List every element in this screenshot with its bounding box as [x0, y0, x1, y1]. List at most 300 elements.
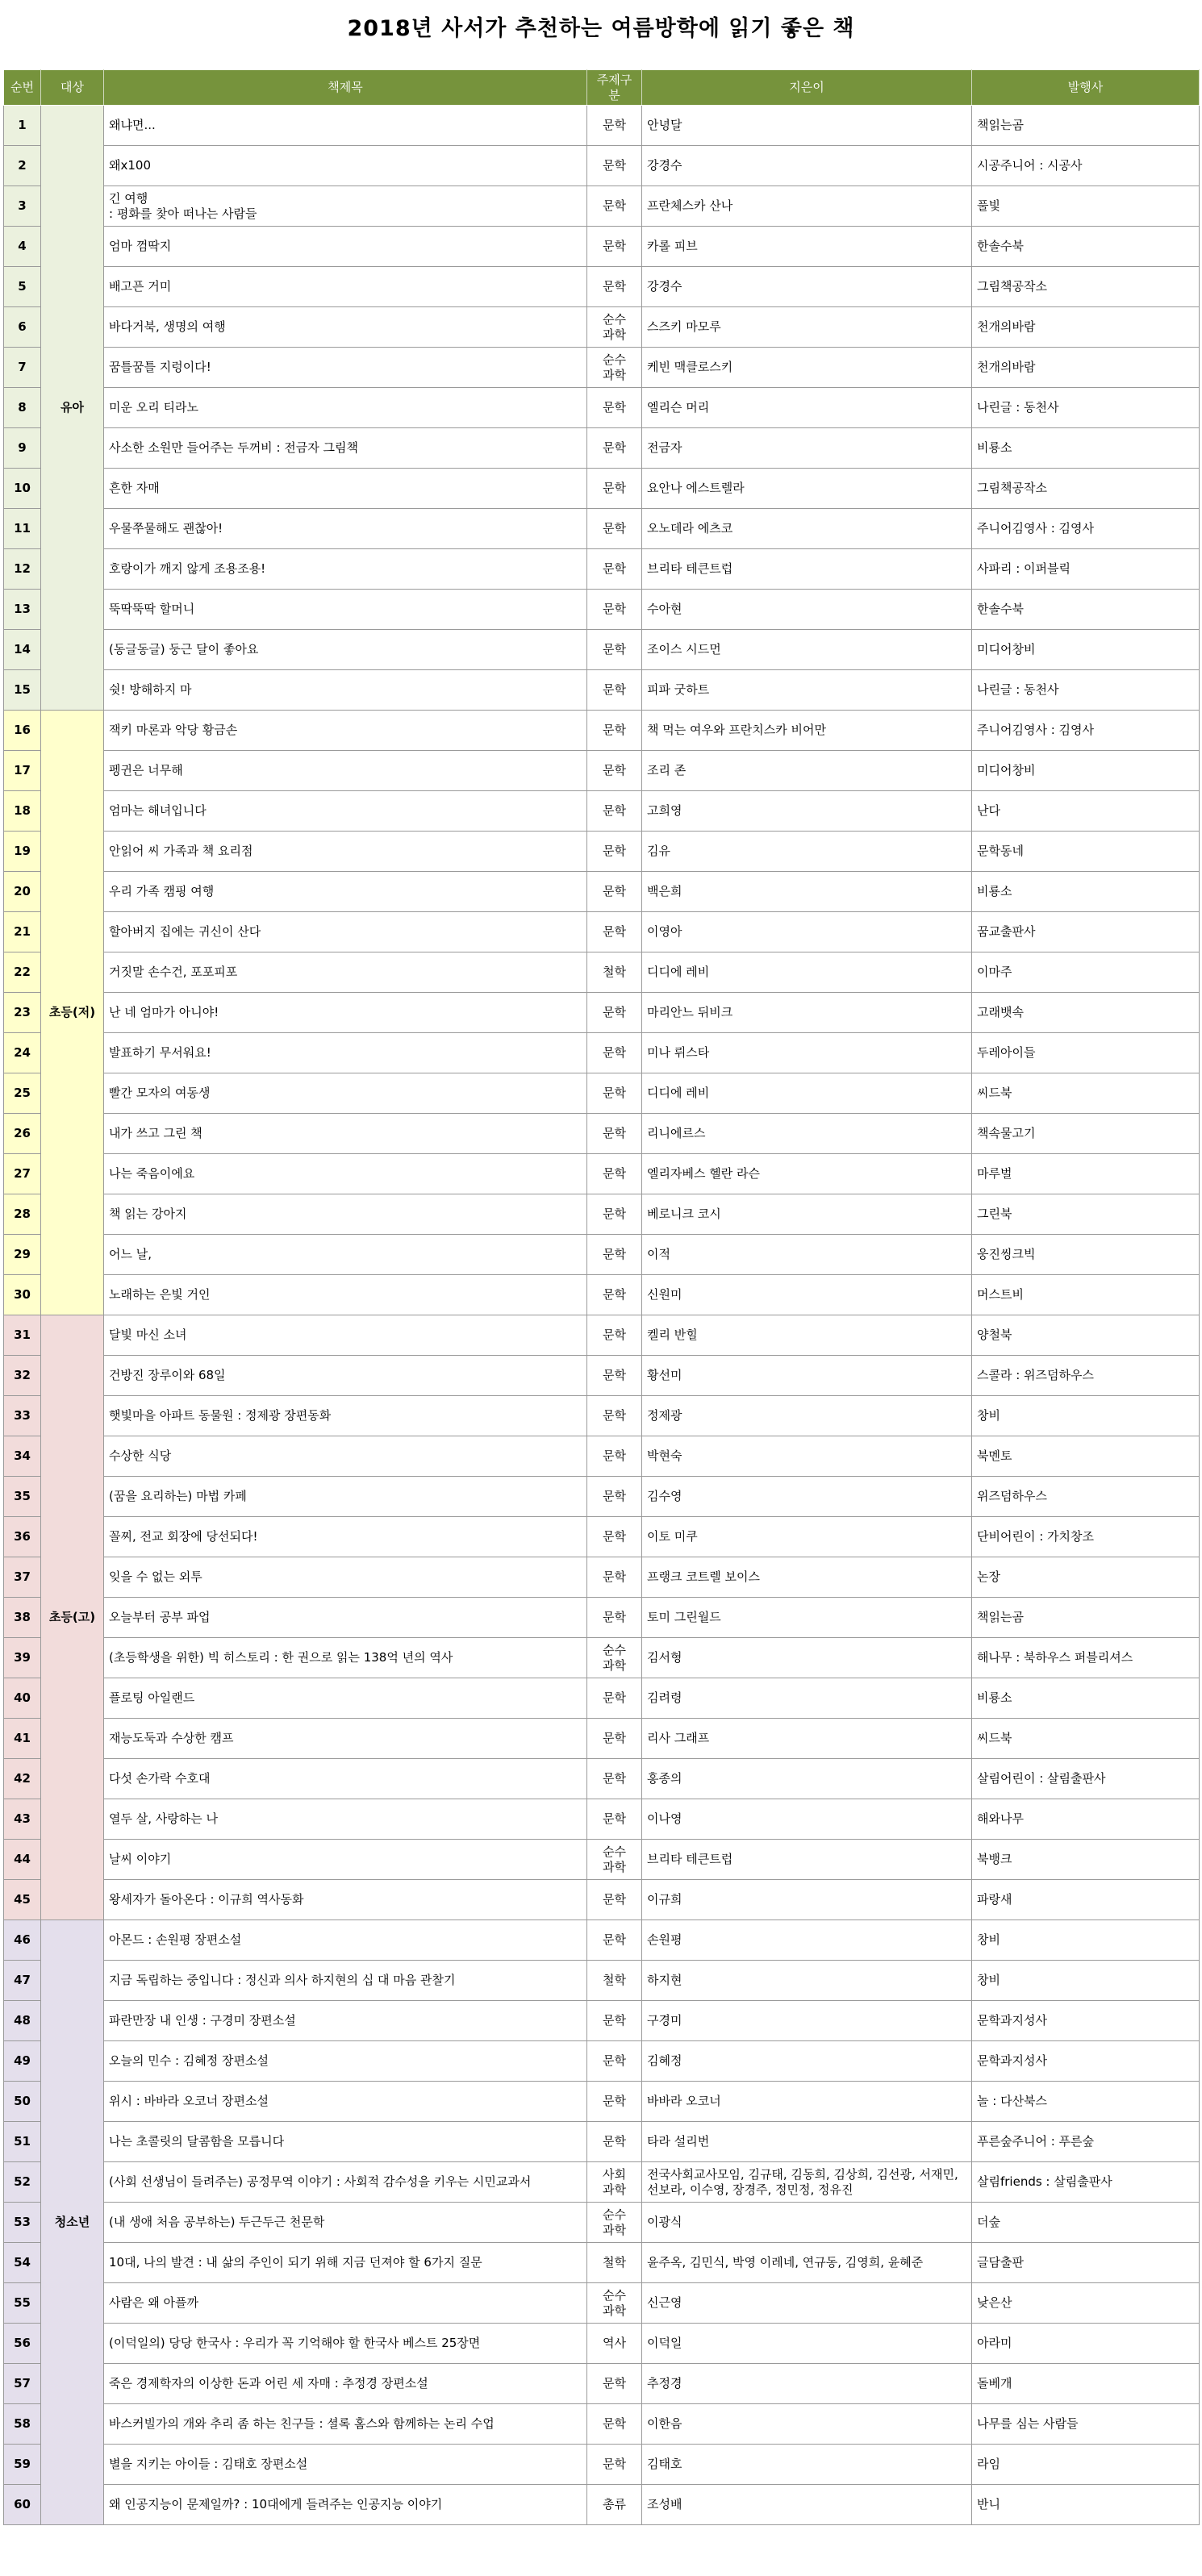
- row-number: 5: [4, 267, 41, 307]
- row-number: 53: [4, 2203, 41, 2243]
- author-cell: 브리타 테큰트럽: [642, 1840, 972, 1880]
- book-title-cell: 왜 인공지능이 문제일까? : 10대에게 들려주는 인공지능 이야기: [104, 2485, 587, 2525]
- book-title-cell: 쉿! 방해하지 마: [104, 670, 587, 711]
- row-number: 44: [4, 1840, 41, 1880]
- author-cell: 오노데라 에츠코: [642, 509, 972, 549]
- topic-cell: 문학: [587, 912, 642, 952]
- table-row: [4, 1356, 1200, 1396]
- topic-cell: 문학: [587, 1275, 642, 1315]
- book-title-cell: 날씨 이야기: [104, 1840, 587, 1880]
- target-group-cell: 청소년: [41, 1920, 104, 2525]
- publisher-cell: 파랑새: [972, 1880, 1200, 1920]
- author-cell: 조이스 시드먼: [642, 630, 972, 670]
- author-cell: 수아현: [642, 590, 972, 630]
- book-title-cell: 노래하는 은빛 거인: [104, 1275, 587, 1315]
- topic-cell: 문학: [587, 630, 642, 670]
- row-number: 20: [4, 872, 41, 912]
- publisher-cell: 머스트비: [972, 1275, 1200, 1315]
- publisher-cell: 창비: [972, 1961, 1200, 2001]
- author-cell: 전국사회교사모임, 김규태, 김동희, 김상희, 김선광, 서재민, 선보라, 이수영, 장경주, 정민정, 정유진: [642, 2162, 972, 2203]
- book-title-cell: 펭귄은 너무해: [104, 751, 587, 791]
- publisher-cell: 책속물고기: [972, 1114, 1200, 1154]
- page-title: 2018년 사서가 추천하는 여름방학에 읽기 좋은 책: [347, 15, 855, 41]
- row-number: 8: [4, 388, 41, 428]
- book-title-cell: 할아버지 집에는 귀신이 산다: [104, 912, 587, 952]
- row-number: 60: [4, 2485, 41, 2525]
- topic-cell: 문학: [587, 388, 642, 428]
- author-cell: 디디에 레비: [642, 952, 972, 993]
- table-row: [4, 872, 1200, 912]
- book-title-cell: 발표하기 무서워요!: [104, 1033, 587, 1073]
- row-number: 28: [4, 1194, 41, 1235]
- author-cell: 책 먹는 여우와 프란치스카 비어만: [642, 711, 972, 751]
- author-cell: 카롤 피브: [642, 227, 972, 267]
- author-cell: 이한음: [642, 2404, 972, 2445]
- author-cell: 구경미: [642, 2001, 972, 2041]
- table-row: [4, 1961, 1200, 2001]
- row-number: 54: [4, 2243, 41, 2283]
- publisher-cell: 천개의바람: [972, 348, 1200, 388]
- author-cell: 이나영: [642, 1799, 972, 1840]
- book-title-cell: 엄마 껌딱지: [104, 227, 587, 267]
- author-cell: 박현숙: [642, 1436, 972, 1477]
- book-title-cell: 나는 죽음이에요: [104, 1154, 587, 1194]
- row-number: 24: [4, 1033, 41, 1073]
- book-title-cell: 꿈틀꿈틀 지렁이다!: [104, 348, 587, 388]
- publisher-cell: 양철북: [972, 1315, 1200, 1356]
- table-row: [4, 751, 1200, 791]
- book-title-cell: 바다거북, 생명의 여행: [104, 307, 587, 348]
- publisher-cell: 고래뱃속: [972, 993, 1200, 1033]
- book-title-cell: 다섯 손가락 수호대: [104, 1759, 587, 1799]
- book-title-cell: 난 네 엄마가 아니야!: [104, 993, 587, 1033]
- row-number: 21: [4, 912, 41, 952]
- header-no: 순번: [4, 70, 41, 106]
- author-cell: 윤주옥, 김민식, 박영 이레네, 연규동, 김영희, 윤혜준: [642, 2243, 972, 2283]
- row-number: 41: [4, 1719, 41, 1759]
- book-title-cell: 내가 쓰고 그린 책: [104, 1114, 587, 1154]
- row-number: 46: [4, 1920, 41, 1961]
- book-title-cell: 꼴찌, 전교 회장에 당선되다!: [104, 1517, 587, 1557]
- topic-cell: 문학: [587, 1194, 642, 1235]
- topic-cell: 문학: [587, 549, 642, 590]
- topic-cell: 문학: [587, 832, 642, 872]
- table-row: [4, 1315, 1200, 1356]
- publisher-cell: 비룡소: [972, 872, 1200, 912]
- publisher-cell: 문학과지성사: [972, 2001, 1200, 2041]
- table-row: [4, 1235, 1200, 1275]
- row-number: 14: [4, 630, 41, 670]
- row-number: 39: [4, 1638, 41, 1678]
- book-title-cell: 우물쭈물해도 괜찮아!: [104, 509, 587, 549]
- author-cell: 김려령: [642, 1678, 972, 1719]
- book-title-cell: 어느 날,: [104, 1235, 587, 1275]
- book-title-cell: 플로팅 아일랜드: [104, 1678, 587, 1719]
- publisher-cell: 창비: [972, 1396, 1200, 1436]
- author-cell: 김혜정: [642, 2041, 972, 2082]
- book-title-cell: 사소한 소원만 들어주는 두꺼비 : 전금자 그림책: [104, 428, 587, 469]
- book-title-cell: 파란만장 내 인생 : 구경미 장편소설: [104, 2001, 587, 2041]
- topic-cell: 문학: [587, 1114, 642, 1154]
- publisher-cell: 이마주: [972, 952, 1200, 993]
- book-title-cell: (내 생애 처음 공부하는) 두근두근 천문학: [104, 2203, 587, 2243]
- publisher-cell: 창비: [972, 1920, 1200, 1961]
- table-row: [4, 1799, 1200, 1840]
- topic-cell: 문학: [587, 1517, 642, 1557]
- author-cell: 이광식: [642, 2203, 972, 2243]
- row-number: 30: [4, 1275, 41, 1315]
- publisher-cell: 푸른숲주니어 : 푸른숲: [972, 2122, 1200, 2162]
- table-row: [4, 1154, 1200, 1194]
- book-title-cell: 긴 여행 : 평화를 찾아 떠나는 사람들: [104, 186, 587, 227]
- book-title-cell: 뚝딱뚝딱 할머니: [104, 590, 587, 630]
- topic-cell: 순수 과학: [587, 2283, 642, 2324]
- topic-cell: 문학: [587, 2364, 642, 2404]
- publisher-cell: 더숲: [972, 2203, 1200, 2243]
- author-cell: 엘리슨 머리: [642, 388, 972, 428]
- author-cell: 케빈 맥클로스키: [642, 348, 972, 388]
- book-title-cell: 나는 초콜릿의 달콤함을 모릅니다: [104, 2122, 587, 2162]
- row-number: 58: [4, 2404, 41, 2445]
- book-title-cell: 안읽어 씨 가족과 책 요리점: [104, 832, 587, 872]
- header-target: 대상: [41, 70, 104, 106]
- row-number: 23: [4, 993, 41, 1033]
- header-author: 지은이: [642, 70, 972, 106]
- row-number: 18: [4, 791, 41, 832]
- publisher-cell: 그림책공작소: [972, 267, 1200, 307]
- book-title-cell: 열두 살, 사랑하는 나: [104, 1799, 587, 1840]
- table-row: [4, 469, 1200, 509]
- table-row: [4, 1920, 1200, 1961]
- row-number: 31: [4, 1315, 41, 1356]
- topic-cell: 문학: [587, 1759, 642, 1799]
- row-number: 12: [4, 549, 41, 590]
- topic-cell: 순수 과학: [587, 1840, 642, 1880]
- row-number: 45: [4, 1880, 41, 1920]
- row-number: 2: [4, 146, 41, 186]
- book-title-cell: 잊을 수 없는 외투: [104, 1557, 587, 1598]
- topic-cell: 문학: [587, 1235, 642, 1275]
- row-number: 51: [4, 2122, 41, 2162]
- topic-cell: 총류: [587, 2485, 642, 2525]
- topic-cell: 문학: [587, 1073, 642, 1114]
- table-row: [4, 1840, 1200, 1880]
- topic-cell: 문학: [587, 2082, 642, 2122]
- publisher-cell: 씨드북: [972, 1719, 1200, 1759]
- publisher-cell: 그린북: [972, 1194, 1200, 1235]
- target-group-cell: 유아: [41, 106, 104, 711]
- header-title: 책제목: [104, 70, 587, 106]
- author-cell: 이토 미쿠: [642, 1517, 972, 1557]
- publisher-cell: 책읽는곰: [972, 106, 1200, 146]
- publisher-cell: 글담출판: [972, 2243, 1200, 2283]
- row-number: 10: [4, 469, 41, 509]
- publisher-cell: 북멘토: [972, 1436, 1200, 1477]
- topic-cell: 문학: [587, 2445, 642, 2485]
- author-cell: 미나 뤼스타: [642, 1033, 972, 1073]
- table-row: [4, 2364, 1200, 2404]
- book-title-cell: 흔한 자매: [104, 469, 587, 509]
- book-title-cell: 왕세자가 돌아온다 : 이규희 역사동화: [104, 1880, 587, 1920]
- table-row: [4, 711, 1200, 751]
- table-row: [4, 2122, 1200, 2162]
- row-number: 3: [4, 186, 41, 227]
- table-body: [4, 106, 1200, 2525]
- table-row: [4, 106, 1200, 146]
- author-cell: 이덕일: [642, 2324, 972, 2364]
- table-row: [4, 670, 1200, 711]
- book-title-cell: (사회 선생님이 들려주는) 공정무역 이야기 : 사회적 감수성을 키우는 시민교과서: [104, 2162, 587, 2203]
- publisher-cell: 논장: [972, 1557, 1200, 1598]
- target-group-cell: 초등(저): [41, 711, 104, 1315]
- header-row: [4, 70, 1200, 106]
- topic-cell: 문학: [587, 1477, 642, 1517]
- topic-cell: 문학: [587, 993, 642, 1033]
- publisher-cell: 스콜라 : 위즈덤하우스: [972, 1356, 1200, 1396]
- row-number: 13: [4, 590, 41, 630]
- table-row: [4, 509, 1200, 549]
- publisher-cell: 주니어김영사 : 김영사: [972, 711, 1200, 751]
- topic-cell: 문학: [587, 106, 642, 146]
- row-number: 7: [4, 348, 41, 388]
- row-number: 47: [4, 1961, 41, 2001]
- publisher-cell: 나린글 : 동천사: [972, 388, 1200, 428]
- table-row: [4, 1638, 1200, 1678]
- publisher-cell: 난다: [972, 791, 1200, 832]
- row-number: 35: [4, 1477, 41, 1517]
- author-cell: 이적: [642, 1235, 972, 1275]
- publisher-cell: 북뱅크: [972, 1840, 1200, 1880]
- publisher-cell: 해나무 : 북하우스 퍼블리셔스: [972, 1638, 1200, 1678]
- topic-cell: 문학: [587, 670, 642, 711]
- topic-cell: 문학: [587, 791, 642, 832]
- book-title-cell: 미운 오리 티라노: [104, 388, 587, 428]
- table-row: [4, 2404, 1200, 2445]
- book-title-cell: 위시 : 바바라 오코너 장편소설: [104, 2082, 587, 2122]
- book-title-cell: 책 읽는 강아지: [104, 1194, 587, 1235]
- topic-cell: 문학: [587, 1154, 642, 1194]
- publisher-cell: 주니어김영사 : 김영사: [972, 509, 1200, 549]
- row-number: 48: [4, 2001, 41, 2041]
- publisher-cell: 꿈교출판사: [972, 912, 1200, 952]
- book-title-cell: 사람은 왜 아플까: [104, 2283, 587, 2324]
- publisher-cell: 돌베개: [972, 2364, 1200, 2404]
- author-cell: 김유: [642, 832, 972, 872]
- topic-cell: 문학: [587, 1719, 642, 1759]
- table-row: [4, 348, 1200, 388]
- publisher-cell: 놀 : 다산북스: [972, 2082, 1200, 2122]
- row-number: 42: [4, 1759, 41, 1799]
- table-row: [4, 1477, 1200, 1517]
- row-number: 25: [4, 1073, 41, 1114]
- table-row: [4, 1880, 1200, 1920]
- book-title-cell: 우리 가족 캠핑 여행: [104, 872, 587, 912]
- row-number: 52: [4, 2162, 41, 2203]
- author-cell: 이영아: [642, 912, 972, 952]
- author-cell: 전금자: [642, 428, 972, 469]
- topic-cell: 문학: [587, 1557, 642, 1598]
- topic-cell: 문학: [587, 146, 642, 186]
- topic-cell: 문학: [587, 711, 642, 751]
- book-title-cell: 왜x100: [104, 146, 587, 186]
- book-title-cell: 거짓말 손수건, 포포피포: [104, 952, 587, 993]
- book-title-cell: 바스커빌가의 개와 추리 좀 하는 친구들 : 셜록 홈스와 함께하는 논리 수업: [104, 2404, 587, 2445]
- publisher-cell: 그림책공작소: [972, 469, 1200, 509]
- table-row: [4, 590, 1200, 630]
- book-title-cell: 빨간 모자의 여동생: [104, 1073, 587, 1114]
- author-cell: 김서형: [642, 1638, 972, 1678]
- table-row: [4, 2001, 1200, 2041]
- publisher-cell: 라임: [972, 2445, 1200, 2485]
- topic-cell: 문학: [587, 2041, 642, 2082]
- publisher-cell: 위즈덤하우스: [972, 1477, 1200, 1517]
- table-row: [4, 2041, 1200, 2082]
- table-row: [4, 428, 1200, 469]
- topic-cell: 문학: [587, 469, 642, 509]
- author-cell: 하지현: [642, 1961, 972, 2001]
- author-cell: 토미 그린월드: [642, 1598, 972, 1638]
- topic-cell: 문학: [587, 227, 642, 267]
- author-cell: 피파 굿하트: [642, 670, 972, 711]
- book-title-cell: 햇빛마을 아파트 동물원 : 정제광 장편동화: [104, 1396, 587, 1436]
- table-row: [4, 186, 1200, 227]
- row-number: 49: [4, 2041, 41, 2082]
- header-publisher: 발행사: [972, 70, 1200, 106]
- table-row: [4, 2445, 1200, 2485]
- table-row: [4, 146, 1200, 186]
- author-cell: 정제광: [642, 1396, 972, 1436]
- topic-cell: 철학: [587, 952, 642, 993]
- author-cell: 이규희: [642, 1880, 972, 1920]
- author-cell: 안녕달: [642, 106, 972, 146]
- table-row: [4, 2324, 1200, 2364]
- author-cell: 프랭크 코트렐 보이스: [642, 1557, 972, 1598]
- topic-cell: 문학: [587, 1436, 642, 1477]
- book-title-cell: (초등학생을 위한) 빅 히스토리 : 한 권으로 읽는 138억 년의 역사: [104, 1638, 587, 1678]
- table-row: [4, 1598, 1200, 1638]
- publisher-cell: 한솔수북: [972, 590, 1200, 630]
- topic-cell: 문학: [587, 590, 642, 630]
- row-number: 9: [4, 428, 41, 469]
- row-number: 40: [4, 1678, 41, 1719]
- topic-cell: 순수 과학: [587, 1638, 642, 1678]
- table-row: [4, 791, 1200, 832]
- publisher-cell: 살림friends : 살림출판사: [972, 2162, 1200, 2203]
- author-cell: 신원미: [642, 1275, 972, 1315]
- row-number: 36: [4, 1517, 41, 1557]
- table-row: [4, 832, 1200, 872]
- topic-cell: 문학: [587, 2404, 642, 2445]
- table-row: [4, 388, 1200, 428]
- publisher-cell: 낮은산: [972, 2283, 1200, 2324]
- row-number: 22: [4, 952, 41, 993]
- author-cell: 프란체스카 산나: [642, 186, 972, 227]
- topic-cell: 철학: [587, 2243, 642, 2283]
- book-title-cell: 건방진 장루이와 68일: [104, 1356, 587, 1396]
- author-cell: 신근영: [642, 2283, 972, 2324]
- topic-cell: 순수 과학: [587, 2203, 642, 2243]
- table-row: [4, 1033, 1200, 1073]
- publisher-cell: 천개의바람: [972, 307, 1200, 348]
- topic-cell: 문학: [587, 1033, 642, 1073]
- author-cell: 강경수: [642, 267, 972, 307]
- row-number: 4: [4, 227, 41, 267]
- topic-cell: 문학: [587, 1598, 642, 1638]
- table-row: [4, 2243, 1200, 2283]
- table-row: [4, 1517, 1200, 1557]
- topic-cell: 문학: [587, 1396, 642, 1436]
- book-title-cell: 달빛 마신 소녀: [104, 1315, 587, 1356]
- topic-cell: 문학: [587, 267, 642, 307]
- topic-cell: 문학: [587, 186, 642, 227]
- publisher-cell: 나린글 : 동천사: [972, 670, 1200, 711]
- topic-cell: 문학: [587, 1356, 642, 1396]
- topic-cell: 문학: [587, 1799, 642, 1840]
- row-number: 17: [4, 751, 41, 791]
- table-row: [4, 2283, 1200, 2324]
- topic-cell: 문학: [587, 1920, 642, 1961]
- row-number: 59: [4, 2445, 41, 2485]
- table-row: [4, 1114, 1200, 1154]
- book-title-cell: 아몬드 : 손원평 장편소설: [104, 1920, 587, 1961]
- row-number: 38: [4, 1598, 41, 1638]
- row-number: 56: [4, 2324, 41, 2364]
- author-cell: 추정경: [642, 2364, 972, 2404]
- publisher-cell: 단비어린이 : 가치창조: [972, 1517, 1200, 1557]
- topic-cell: 문학: [587, 1678, 642, 1719]
- row-number: 37: [4, 1557, 41, 1598]
- table-row: [4, 1436, 1200, 1477]
- book-title-cell: 호랑이가 깨지 않게 조용조용!: [104, 549, 587, 590]
- table-row: [4, 1073, 1200, 1114]
- author-cell: 김태호: [642, 2445, 972, 2485]
- row-number: 16: [4, 711, 41, 751]
- publisher-cell: 시공주니어 : 시공사: [972, 146, 1200, 186]
- book-title-cell: (동글동글) 둥근 달이 좋아요: [104, 630, 587, 670]
- topic-cell: 문학: [587, 1880, 642, 1920]
- author-cell: 브리타 테큰트럽: [642, 549, 972, 590]
- table-row: [4, 1396, 1200, 1436]
- book-title-cell: 10대, 나의 발견 : 내 삶의 주인이 되기 위해 지금 던져야 할 6가지 질문: [104, 2243, 587, 2283]
- table-row: [4, 2203, 1200, 2243]
- author-cell: 스즈키 마모루: [642, 307, 972, 348]
- table-row: [4, 1678, 1200, 1719]
- author-cell: 손원평: [642, 1920, 972, 1961]
- book-title-cell: 오늘부터 공부 파업: [104, 1598, 587, 1638]
- publisher-cell: 웅진씽크빅: [972, 1235, 1200, 1275]
- book-title-cell: 배고픈 거미: [104, 267, 587, 307]
- author-cell: 베로니크 코시: [642, 1194, 972, 1235]
- table-row: [4, 549, 1200, 590]
- publisher-cell: 비룡소: [972, 428, 1200, 469]
- publisher-cell: 사파리 : 이퍼블릭: [972, 549, 1200, 590]
- author-cell: 바바라 오코너: [642, 2082, 972, 2122]
- book-title-cell: 잭키 마론과 악당 황금손: [104, 711, 587, 751]
- publisher-cell: 비룡소: [972, 1678, 1200, 1719]
- table-row: [4, 1719, 1200, 1759]
- publisher-cell: 마루벌: [972, 1154, 1200, 1194]
- topic-cell: 철학: [587, 1961, 642, 2001]
- publisher-cell: 반니: [972, 2485, 1200, 2525]
- table-row: [4, 912, 1200, 952]
- author-cell: 김수영: [642, 1477, 972, 1517]
- author-cell: 타라 설리번: [642, 2122, 972, 2162]
- topic-cell: 문학: [587, 428, 642, 469]
- header-topic: 주제구분: [587, 70, 642, 106]
- author-cell: 홍종의: [642, 1759, 972, 1799]
- author-cell: 리사 그래프: [642, 1719, 972, 1759]
- book-title-cell: 지금 독립하는 중입니다 : 정신과 의사 하지현의 십 대 마음 관찰기: [104, 1961, 587, 2001]
